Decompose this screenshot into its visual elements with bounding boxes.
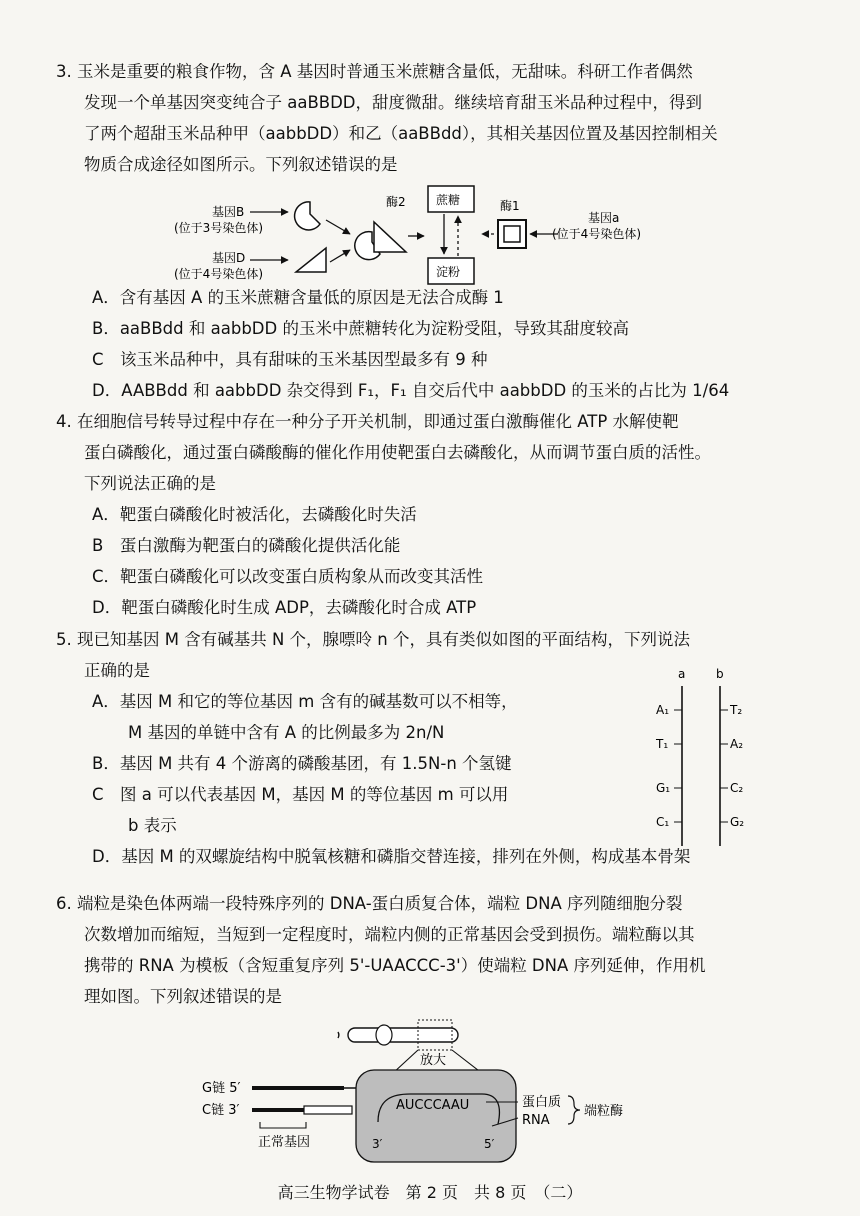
- q6-line3: 携带的 RNA 为模板（含短重复序列 5'-UAACCC-3'）使端粒 DNA 序列延伸，作用机: [84, 956, 706, 975]
- base-right-1: T₂: [730, 703, 743, 717]
- telomerase-label: 端粒酶: [584, 1104, 624, 1119]
- base-right-4: G₂: [730, 815, 745, 829]
- strand-a-label: a: [678, 667, 686, 681]
- q3-option-a: A．含有基因 A 的玉米蔗糖含量低的原因是无法合成酶 1: [92, 288, 504, 307]
- base-left-2: T₁: [656, 737, 669, 751]
- base-left-3: G₁: [656, 781, 671, 795]
- protein-label: 蛋白质: [522, 1095, 562, 1110]
- base-right-3: C₂: [730, 781, 744, 795]
- gene-a-position: (位于4号染色体): [552, 227, 641, 241]
- q6-line1: 6. 端粒是染色体两端一段特殊序列的 DNA-蛋白质复合体，端粒 DNA 序列随细胞分裂: [56, 894, 683, 913]
- normal-gene-label: 正常基因: [258, 1135, 311, 1150]
- q5-line2: 正确的是: [84, 661, 150, 680]
- enzyme2-triangle-shape: [374, 222, 406, 252]
- q3-option-b: B．aaBBdd 和 aabbDD 的玉米中蔗糖转化为淀粉受阻，导致其甜度较高: [92, 319, 629, 338]
- q3-line2: 发现一个单基因突变纯合子 aaBBDD，甜度微甜。继续培育甜玉米品种过程中，得到: [84, 93, 703, 112]
- starch-label: 淀粉: [436, 265, 461, 279]
- c-chain-label: C链 3′: [202, 1103, 240, 1118]
- enzyme2-label: 酶2: [386, 195, 406, 209]
- q5-option-c-line2: b 表示: [128, 816, 177, 835]
- enzyme1-shape: [498, 220, 526, 248]
- base-left-4: C₁: [656, 815, 670, 829]
- q4-option-d: D．靶蛋白磷酸化时生成 ADP，去磷酸化时合成 ATP: [92, 598, 477, 617]
- gene-b-label: 基因B: [212, 205, 245, 219]
- gene-d-position: (位于4号染色体): [174, 267, 263, 281]
- q4-option-b: B 蛋白激酶为靶蛋白的磷酸化提供活化能: [92, 536, 401, 555]
- q4-line1: 4. 在细胞信号转导过程中存在一种分子开关机制，即通过蛋白激酶催化 ATP 水解使靶: [56, 412, 679, 431]
- q3-line3: 了两个超甜玉米品种甲（aabbDD）和乙（aaBBdd），其相关基因位置及基因控制相关: [84, 124, 718, 143]
- rna-sequence-label: AUCCCAAU: [396, 1098, 470, 1113]
- q4-option-c: C．靶蛋白磷酸化可以改变蛋白质构象从而改变其活性: [92, 567, 484, 586]
- question-3: [56, 56, 836, 180]
- q6-line4: 理如图。下列叙述错误的是: [84, 987, 282, 1006]
- magnify-label: 放大: [420, 1053, 447, 1068]
- strand-b-label: b: [716, 667, 724, 681]
- base-right-2: A₂: [730, 737, 744, 751]
- q4-option-a: A．靶蛋白磷酸化时被活化，去磷酸化时失活: [92, 505, 417, 524]
- q3-option-c: C 该玉米品种中，具有甜味的玉米基因型最多有 9 种: [92, 350, 488, 369]
- q3-pathway-diagram: [160, 180, 680, 290]
- q5-option-a-line2: M 基因的单链中含有 A 的比例最多为 2n/N: [128, 723, 445, 742]
- q5-option-b: B．基因 M 共有 4 个游离的磷酸基团，有 1.5N-n 个氢键: [92, 754, 512, 773]
- chromosome-shape: [348, 1028, 458, 1042]
- q5-line1: 5. 现已知基因 M 含有碱基共 N 个，腺嘌呤 n 个，具有类似如图的平面结构，下列说法: [56, 630, 690, 649]
- q5-dna-strand-diagram: [648, 664, 758, 854]
- gene-b-position: (位于3号染色体): [174, 221, 263, 235]
- enzyme-d-subunit-shape: [296, 248, 326, 272]
- rna-5-prime-end: 5′: [484, 1137, 495, 1151]
- base-left-1: A₁: [656, 703, 670, 717]
- question-6: [56, 888, 836, 1012]
- page-footer: 高三生物学试卷 第 2 页 共 8 页 （二）: [277, 1183, 583, 1202]
- question-4: [56, 406, 836, 623]
- q3-option-d: D．AABBdd 和 aabbDD 杂交得到 F₁，F₁ 自交后代中 aabbDD 的玉米的占比为 1/64: [92, 381, 730, 400]
- q6-line2: 次数增加而缩短，当短到一定程度时，端粒内侧的正常基因会受到损伤。端粒酶以其: [84, 925, 695, 944]
- q6-telomerase-diagram: [196, 1014, 666, 1176]
- q4-line2: 蛋白磷酸化，通过蛋白磷酸酶的催化作用使靶蛋白去磷酸化，从而调节蛋白质的活性。: [84, 443, 711, 462]
- enzyme-b-subunit-shape: [295, 202, 320, 230]
- gene-d-label: 基因D: [212, 251, 246, 265]
- g-chain-label: G链 5′: [202, 1081, 241, 1096]
- q5-option-d: D．基因 M 的双螺旋结构中脱氧核糖和磷脂交替连接，排列在外侧，构成基本骨架: [92, 847, 691, 866]
- q3-line1: 3. 玉米是重要的粮食作物，含 A 基因时普通玉米蔗糖含量低，无甜味。科研工作者偶然: [56, 62, 693, 81]
- q5-option-c-line1: C 图 a 可以代表基因 M，基因 M 的等位基因 m 可以用: [92, 785, 509, 804]
- rna-3-prime-end: 3′: [372, 1137, 383, 1151]
- enzyme1-label: 酶1: [500, 199, 520, 213]
- q4-line3: 下列说法正确的是: [84, 474, 216, 493]
- rna-label: RNA: [522, 1113, 550, 1128]
- q5-option-a-line1: A．基因 M 和它的等位基因 m 含有的碱基数可以不相等，: [92, 692, 518, 711]
- q3-line4: 物质合成途径如图所示。下列叙述错误的是: [84, 155, 398, 174]
- gene-a-label: 基因a: [588, 211, 620, 225]
- sucrose-label: 蔗糖: [436, 193, 461, 207]
- q3-options: [56, 282, 836, 406]
